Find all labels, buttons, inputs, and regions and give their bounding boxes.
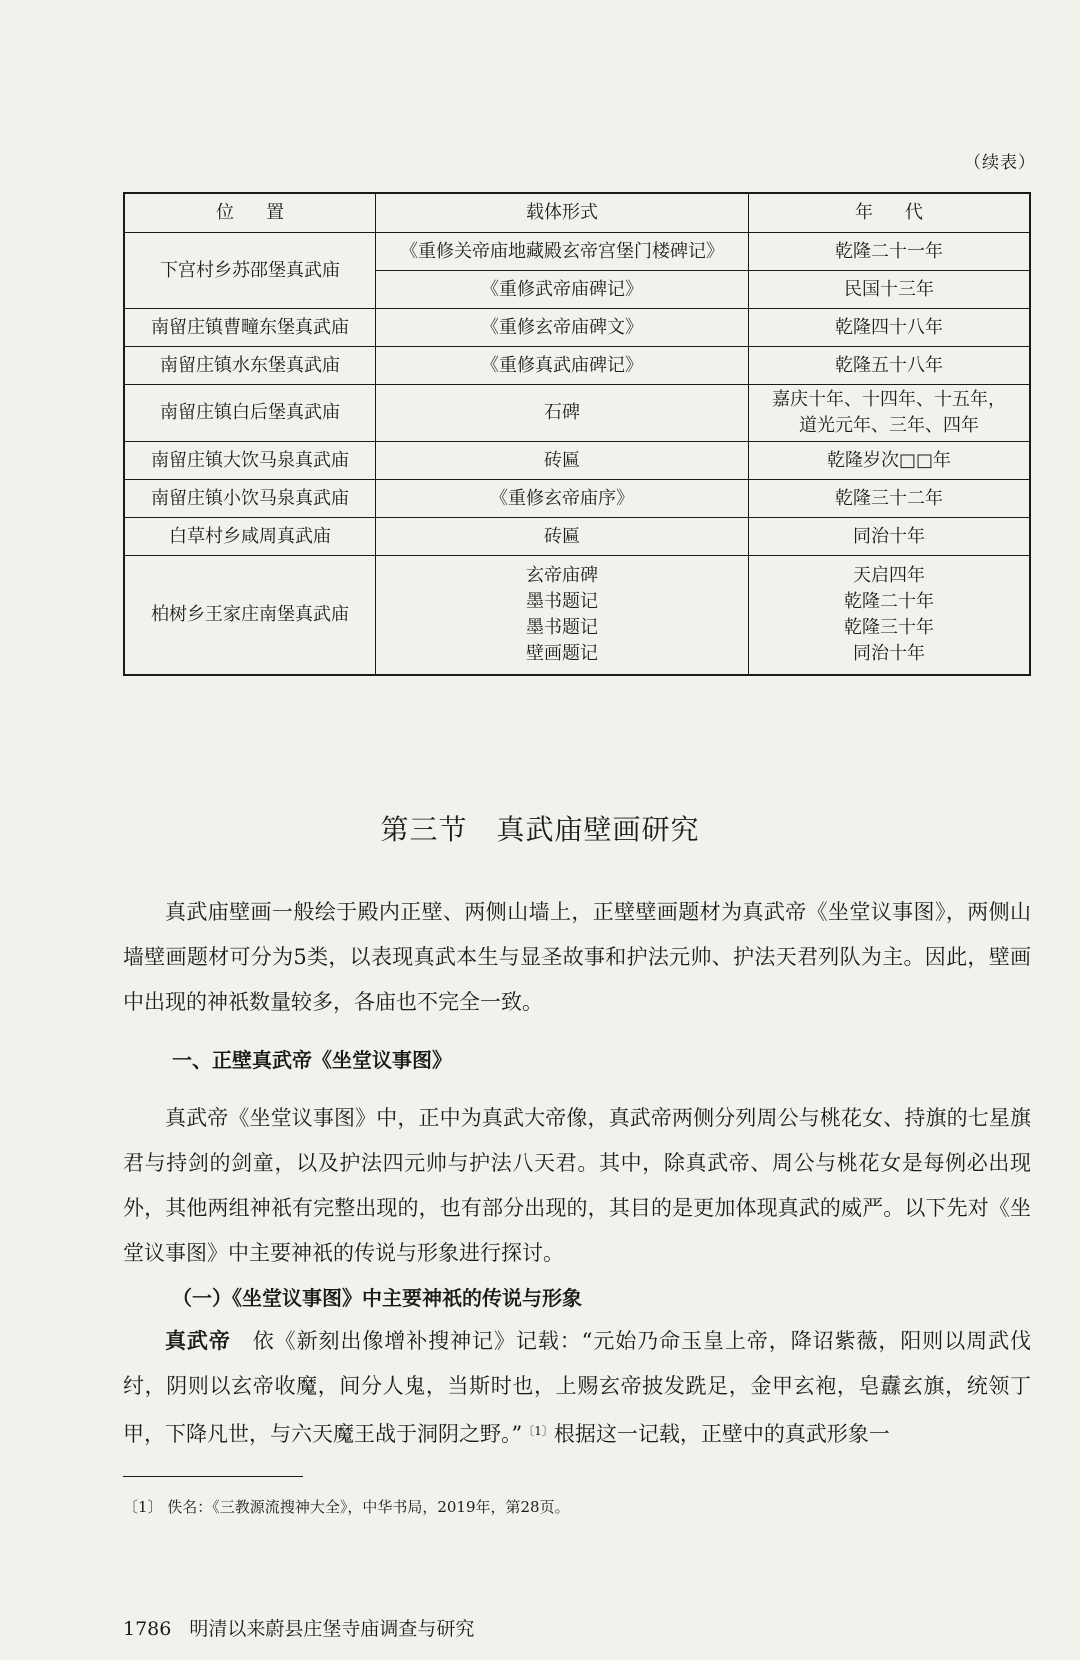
form-line: 玄帝庙碑 [526,565,598,586]
row-form: 《重修玄帝庙序》 [376,480,749,518]
table-continued-label: （续表） [964,153,1036,173]
paragraph-composition: 真武帝《坐堂议事图》中，正中为真武大帝像，真武帝两侧分列周公与桃花女、持旗的七星旗君与持剑的剑童，以及护法四元帅与护法八天君。其中，除真武帝、周公与桃花女是每例必出现外，其他两组神祇有完整出现的，也有部分出现的，其目的是更加体现真武的威严。以下先对《坐堂议事图》中主要神祇的传说与形象进行探讨。 [123,1106,1031,1265]
paragraph-lead-term: 真武帝 [165,1328,231,1353]
footnote-divider [123,1476,303,1477]
table-row [124,385,1030,442]
header-date: 年代 [749,193,1031,233]
row-date: 同治十年 [749,518,1031,556]
table-row [124,442,1030,480]
row-date [749,385,1031,442]
date-line: 天启四年 [853,565,925,586]
row-location: 南留庄镇小饮马泉真武庙 [124,480,376,518]
page-footer [123,1614,474,1641]
row-location: 柏树乡王家庄南堡真武庙 [124,556,376,676]
footnote-marker: 〔1〕 [522,1424,554,1438]
paragraph-zhenwu-tail: 根据这一记载，正壁中的真武形象一 [553,1422,890,1446]
row-form: 《重修关帝庙地藏殿玄帝宫堡门楼碑记》 [376,233,749,271]
row-date: 乾隆二十一年 [749,233,1031,271]
date-line: 道光元年、三年、四年 [799,415,979,436]
table-row [124,347,1030,385]
row-date: 乾隆五十八年 [749,347,1031,385]
row-date: 民国十三年 [749,271,1031,309]
footnote: 〔1〕 佚名：《三教源流搜神大全》，中华书局，2019年，第28页。 [123,1498,570,1516]
row-date: 乾隆岁次□□年 [749,442,1031,480]
row-location: 白草村乡咸周真武庙 [124,518,376,556]
header-form: 载体形式 [376,193,749,233]
row-form: 石碑 [376,385,749,442]
date-line: 乾隆二十年 [844,591,934,612]
heading-main-wall: 一、正壁真武帝《坐堂议事图》 [172,1048,452,1072]
row-form: 砖匾 [376,518,749,556]
table-row [124,233,1030,271]
page-number: 1786 [123,1618,172,1640]
row-location: 下宫村乡苏邵堡真武庙 [124,233,376,309]
header-location: 位置 [124,193,376,233]
row-location: 南留庄镇水东堡真武庙 [124,347,376,385]
table-row [124,480,1030,518]
intro-paragraph: 真武庙壁画一般绘于殿内正壁、两侧山墙上，正壁壁画题材为真武帝《坐堂议事图》，两侧山墙壁画题材可分为5类，以表现真武本生与显圣故事和护法元帅、护法天君列队为主。因此，壁画中出现的神祇数量较多，各庙也不完全一致。 [123,900,1031,1014]
row-form [376,556,749,676]
row-form: 《重修武帝庙碑记》 [376,271,749,309]
book-title: 明清以来蔚县庄堡寺庙调查与研究 [189,1618,475,1640]
paragraph-zhenwu-text: 依《新刻出像增补搜神记》记载：“元始乃命玉皇上帝，降诏紫薇，阳则以周武伐纣，阴则以玄帝收魔，间分人鬼，当斯时也，上赐玄帝披发跣足，金甲玄袍，皂纛玄旗，统领丁甲，下降凡世，与六天魔王战于洞阴之野。” [123,1329,1032,1446]
section-title: 第三节 真武庙壁画研究 [380,813,700,846]
table-row [124,518,1030,556]
form-line: 壁画题记 [526,643,598,664]
row-date: 乾隆四十八年 [749,309,1031,347]
date-line: 乾隆三十年 [844,617,934,638]
row-location: 南留庄镇曹疃东堡真武庙 [124,309,376,347]
row-date: 乾隆三十二年 [749,480,1031,518]
form-line: 墨书题记 [526,591,598,612]
paragraph-zhenwu [123,1318,1031,1457]
row-date [749,556,1031,676]
table-header-row [124,193,1030,233]
temple-inscription-table [123,192,1031,676]
row-form: 砖匾 [376,442,749,480]
date-line: 嘉庆十年、十四年、十五年， [772,389,1006,410]
row-form: 《重修玄帝庙碑文》 [376,309,749,347]
form-line: 墨书题记 [526,617,598,638]
date-line: 同治十年 [853,643,925,664]
row-location: 南留庄镇大饮马泉真武庙 [124,442,376,480]
table-row [124,309,1030,347]
row-form: 《重修真武庙碑记》 [376,347,749,385]
table-row [124,556,1030,676]
row-location: 南留庄镇白后堡真武庙 [124,385,376,442]
subheading-deities: （一）《坐堂议事图》中主要神祇的传说与形象 [172,1286,582,1310]
